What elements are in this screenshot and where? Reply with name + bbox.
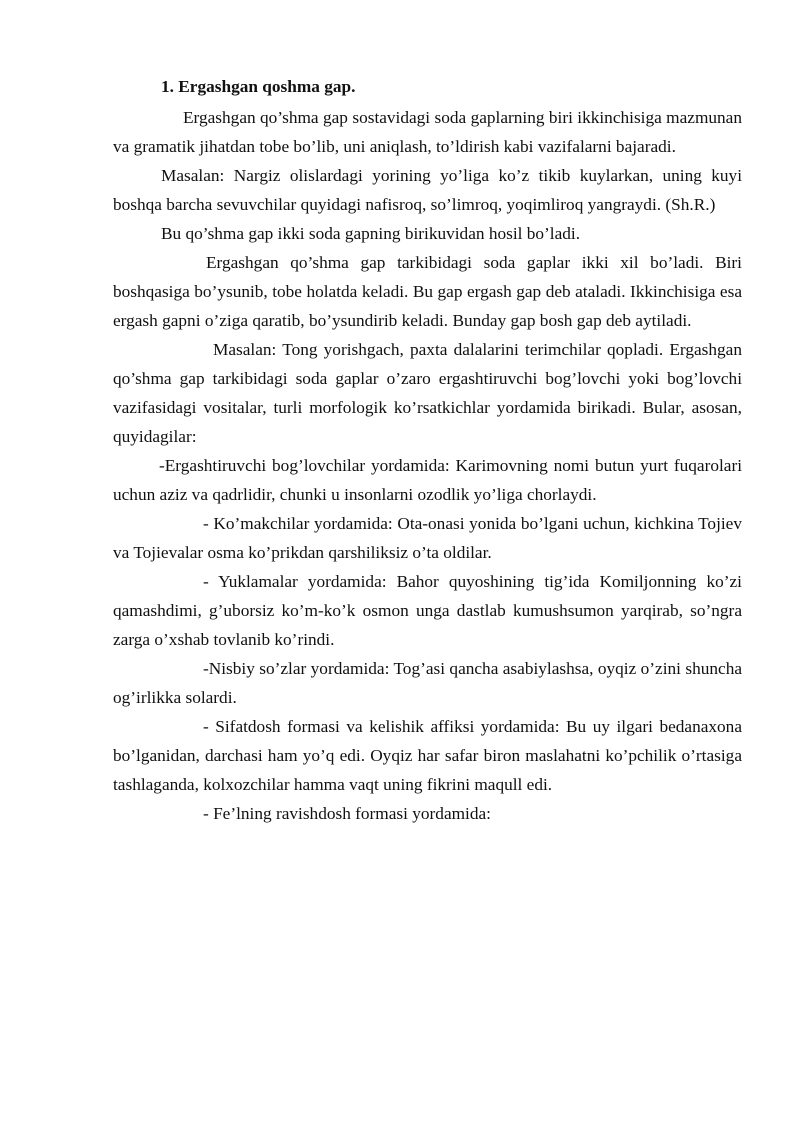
list-item-postpositions: - Ko’makchilar yordamida: Ota-onasi yonida bo’lgani uchun, kichkina Tojiev va Tojievalar osma ko’prikdan qarshiliksiz o’ta oldilar. xyxy=(113,514,742,562)
paragraph-note: Bu qo’shma gap ikki soda gapning birikuvidan hosil bo’ladi. xyxy=(161,224,581,243)
paragraph-example-2: Masalan: Tong yorishgach, paxta dalalarini terimchilar qopladi. Ergashgan qo’shma gap tarkibidagi soda gaplar o’zaro ergashtiruvchi bog’lovchi yoki bog’lovchi vazifasidagi vositalar, turli morfologik ko’rsatkichlar yordamida birikadi. Bular, asosan, quyidagilar: xyxy=(113,340,742,446)
list-item-gerund: - Fe’lning ravishdosh formasi yordamida: xyxy=(203,804,491,823)
paragraph-example-1: Masalan: Nargiz olislardagi yorining yo’liga ko’z tikib kuylarkan, uning kuyi boshqa barcha sevuvchilar quyidagi nafisroq, so’limroq, yoqimliroq yangraydi. (Sh.R.) xyxy=(113,166,742,214)
section-heading: 1. Ergashgan qoshma gap. xyxy=(161,77,356,96)
list-item-particles: - Yuklamalar yordamida: Bahor quyoshining tig’ida Komiljonning ko’zi qamashdimi, g’uborsiz ko’m-ko’k osmon unga dastlab kumushsumon yarqirab, so’ngra zarga o’xshab tovlanib ko’rindi. xyxy=(113,572,742,649)
list-item-conjunctions: -Ergashtiruvchi bog’lovchilar yordamida: Karimovning nomi butun yurt fuqarolari uchun aziz va qadrlidir, chunki u insonlarni ozodlik yo’liga chorlaydi. xyxy=(113,456,742,504)
document-page xyxy=(113,72,742,828)
list-item-relative-words: -Nisbiy so’zlar yordamida: Tog’asi qancha asabiylashsa, oyqiz o’zini shuncha og’irlikka solardi. xyxy=(113,659,742,707)
list-item-participle: - Sifatdosh formasi va kelishik affiksi yordamida: Bu uy ilgari bedanaxona bo’lganidan, darchasi ham yo’q edi. Oyqiz har safar biron maslahatni ko’pchilik o’rtasiga tashlaganda, kolxozchilar hamma vaqt uning fikrini maqull edi. xyxy=(113,717,742,794)
paragraph-definition: Ergashgan qo’shma gap sostavidagi soda gaplarning biri ikkinchisiga mazmunan va gramatik jihatdan tobe bo’lib, uni aniqlash, to’ldirish kabi vazifalarni bajaradi. xyxy=(113,108,742,156)
paragraph-structure: Ergashgan qo’shma gap tarkibidagi soda gaplar ikki xil bo’ladi. Biri boshqasiga bo’ysunib, tobe holatda keladi. Bu gap ergash gap deb ataladi. Ikkinchisiga esa ergash gapni o’ziga qaratib, bo’ysundirib keladi. Bunday gap bosh gap deb aytiladi. xyxy=(113,253,742,330)
